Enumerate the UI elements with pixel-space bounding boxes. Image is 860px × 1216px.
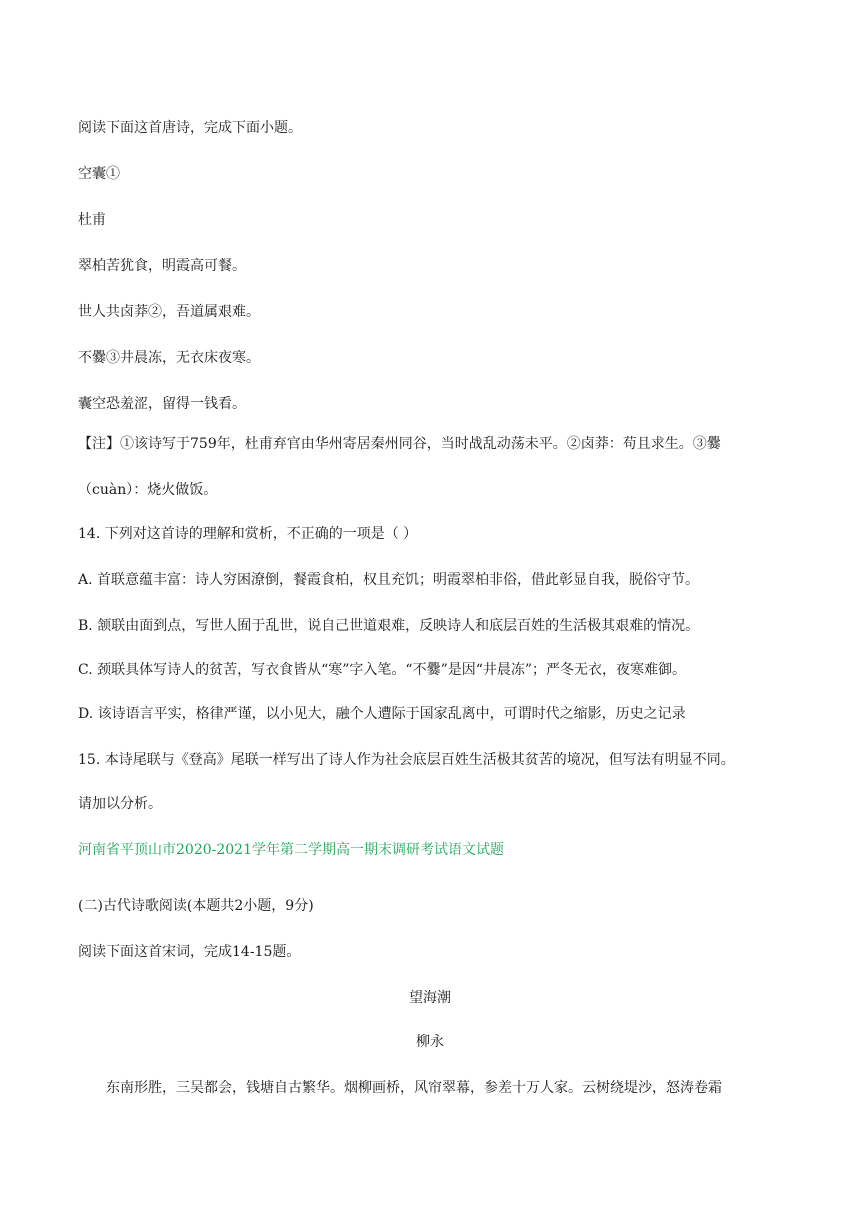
section1-intro: 阅读下面这首唐诗，完成下面小题。 <box>78 120 302 136</box>
note-line: （cuàn）：烧火做饭。 <box>78 482 218 498</box>
poem-author: 杜甫 <box>78 212 106 228</box>
source-title: 河南省平顶山市2020-2021学年第二学期高一期末调研考试语文试题 <box>78 842 504 858</box>
poem-line: 翠柏苦犹食，明霞高可餐。 <box>78 258 246 274</box>
option-b: B. 颔联由面到点，写世人囿于乱世，说自己世道艰难，反映诗人和底层百姓的生活极其艰难的情况。 <box>78 618 700 634</box>
ci-title: 望海潮 <box>409 990 451 1006</box>
poem-line: 世人共卤莽②，吾道属艰难。 <box>78 304 260 320</box>
section2-intro: 阅读下面这首宋词，完成14-15题。 <box>78 944 301 960</box>
question-15-cont: 请加以分析。 <box>78 796 162 812</box>
question-15: 15. 本诗尾联与《登高》尾联一样写出了诗人作为社会底层百姓生活极其贫苦的境况，但写法有明显不同。 <box>78 752 735 768</box>
question-14: 14. 下列对这首诗的理解和赏析，不正确的一项是（ ） <box>78 526 418 542</box>
ci-first-line: 东南形胜，三吴都会，钱塘自古繁华。烟柳画桥，风帘翠幕，参差十万人家。云树绕堤沙，怒涛卷霜 <box>106 1080 722 1096</box>
option-a: A. 首联意蕴丰富：诗人穷困潦倒，餐霞食柏，权且充饥；明霞翠柏非俗，借此彰显自我，脱俗守节。 <box>78 572 700 588</box>
ci-author: 柳永 <box>416 1034 444 1050</box>
note-line: 【注】①该诗写于759年，杜甫弃官由华州寄居秦州同谷，当时战乱动荡未平。②卤莽：苟且求生。③爨 <box>78 436 721 452</box>
option-c: C. 颈联具体写诗人的贫苦，写衣食皆从“寒”字入笔。“不爨”是因“井晨冻”；严冬无衣，夜寒难御。 <box>78 662 687 678</box>
poem-line: 囊空恐羞涩，留得一钱看。 <box>78 396 246 412</box>
section2-heading: (二)古代诗歌阅读(本题共2小题，9分) <box>78 898 314 914</box>
option-d: D. 该诗语言平实，格律严谨，以小见大，融个人遭际于国家乱离中，可谓时代之缩影，历史之记录 <box>78 706 686 722</box>
poem-line: 不爨③井晨冻，无衣床夜寒。 <box>78 350 260 366</box>
poem-title: 空囊① <box>78 166 120 182</box>
